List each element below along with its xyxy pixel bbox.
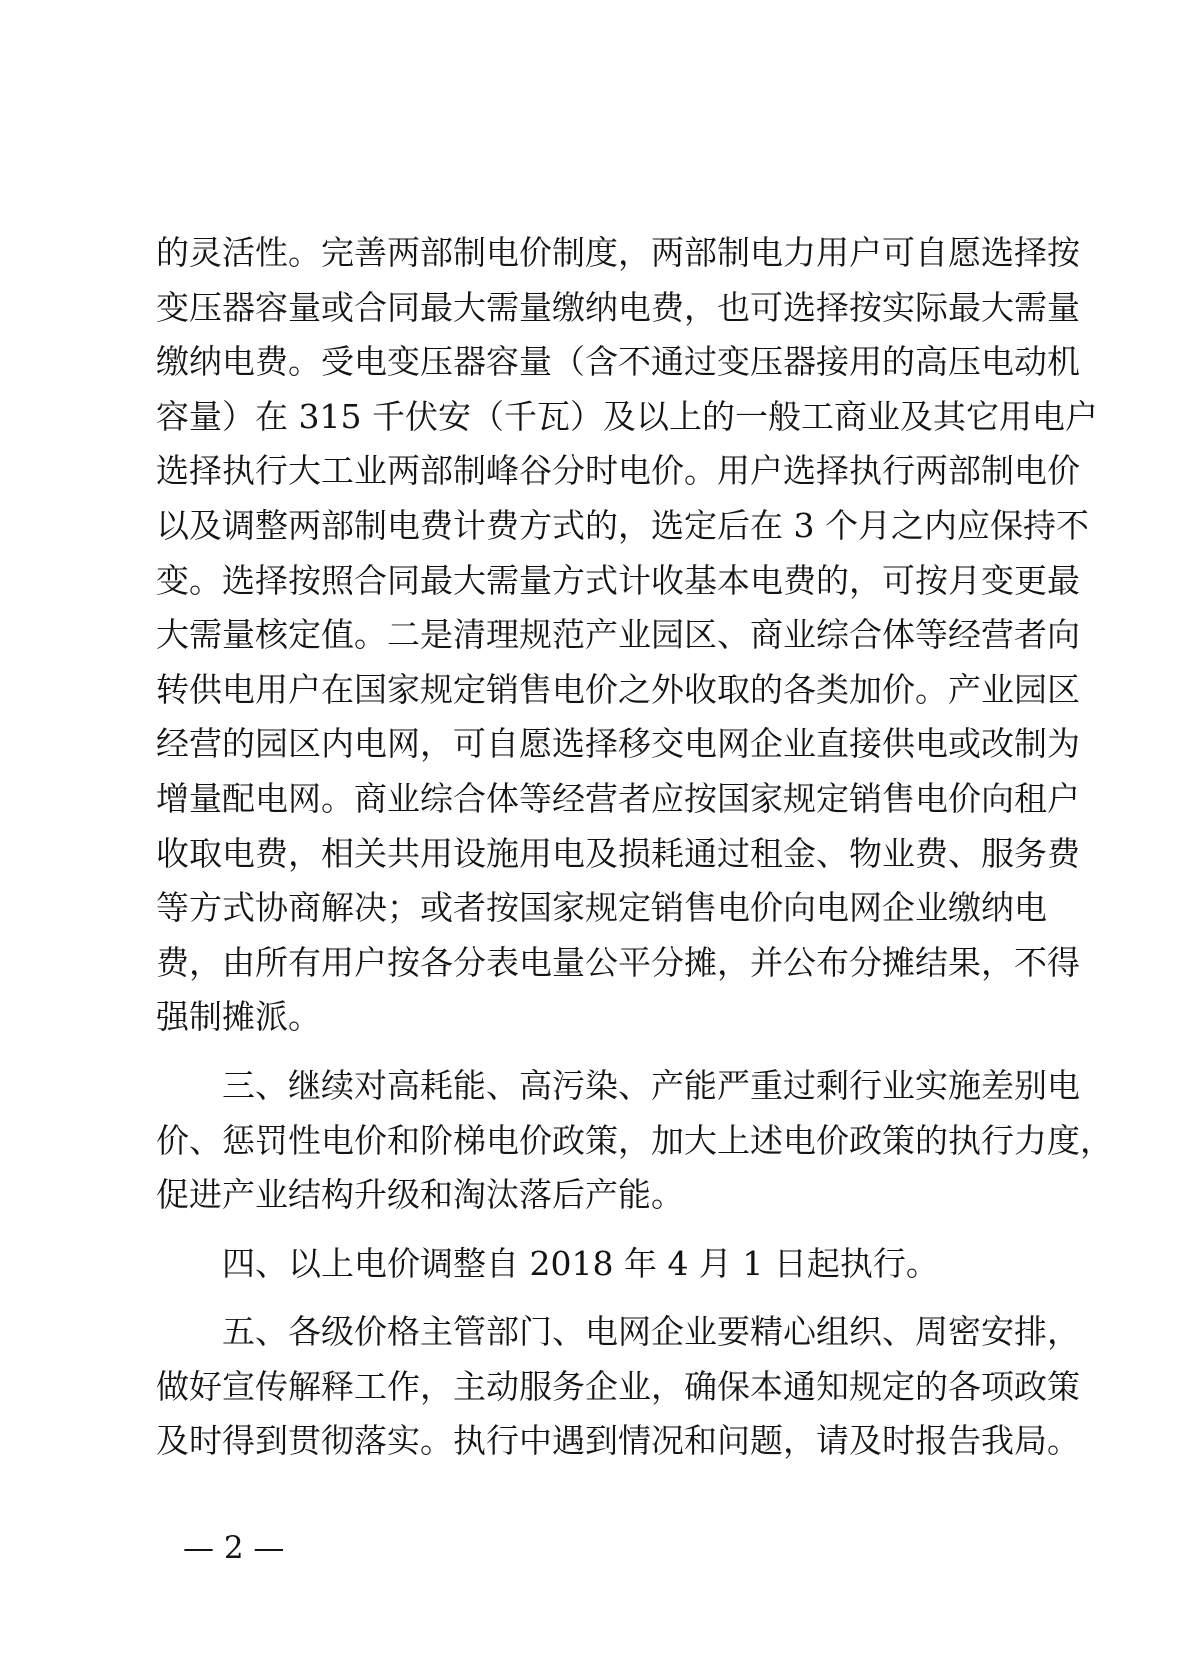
document-body (156, 226, 1113, 1469)
body-line-3: 缴纳电费。受电变压器容量（含不通过变压器接用的高压电动机 (156, 342, 1080, 382)
body-line-6: 以及调整两部制电费计费方式的，选定后在 3 个月之内应保持不 (156, 505, 1089, 545)
body-line-16: 三、继续对高耗能、高污染、产能严重过剩行业实施差别电 (156, 1065, 1080, 1105)
body-line-10: 经营的园区内电网，可自愿选择移交电网企业直接供电或改制为 (156, 724, 1080, 764)
body-line-19: 四、以上电价调整自 2018 年 4 月 1 日起执行。 (156, 1243, 939, 1283)
body-line-1: 的灵活性。完善两部制电价制度，两部制电力用户可自愿选择按 (156, 233, 1080, 272)
body-line-15: 强制摊派。 (156, 997, 321, 1037)
body-line-9: 转供电用户在国家规定销售电价之外收取的各类加价。产业园区 (156, 669, 1080, 709)
body-line-18: 促进产业结构升级和淘汰落后产能。 (156, 1175, 684, 1215)
page-number: — 2 — (183, 1530, 285, 1566)
body-line-20: 五、各级价格主管部门、电网企业要精心组织、周密安排， (156, 1312, 1080, 1352)
body-line-14: 费，由所有用户按各分表电量公平分摊，并公布分摊结果，不得 (156, 942, 1080, 982)
body-line-13: 等方式协商解决；或者按国家规定销售电价向电网企业缴纳电 (156, 888, 1047, 928)
body-line-4: 容量）在 315 千伏安（千瓦）及以上的一般工商业及其它用电户 (156, 396, 1098, 436)
body-line-12: 收取电费，相关共用设施用电及损耗通过租金、物业费、服务费 (156, 833, 1080, 873)
body-line-22: 及时得到贯彻落实。执行中遇到情况和问题，请及时报告我局。 (156, 1421, 1080, 1461)
body-line-2: 变压器容量或合同最大需量缴纳电费，也可选择按实际最大需量 (156, 287, 1080, 327)
body-line-17: 价、惩罚性电价和阶梯电价政策，加大上述电价政策的执行力度， (156, 1120, 1113, 1160)
body-line-5: 选择执行大工业两部制峰谷分时电价。用户选择执行两部制电价 (156, 451, 1080, 491)
body-line-21: 做好宣传解释工作，主动服务企业，确保本通知规定的各项政策 (156, 1366, 1080, 1406)
body-line-7: 变。选择按照合同最大需量方式计收基本电费的，可按月变更最 (156, 560, 1080, 600)
body-line-8: 大需量核定值。二是清理规范产业园区、商业综合体等经营者向 (156, 615, 1080, 655)
body-line-11: 增量配电网。商业综合体等经营者应按国家规定销售电价向租户 (156, 778, 1080, 818)
